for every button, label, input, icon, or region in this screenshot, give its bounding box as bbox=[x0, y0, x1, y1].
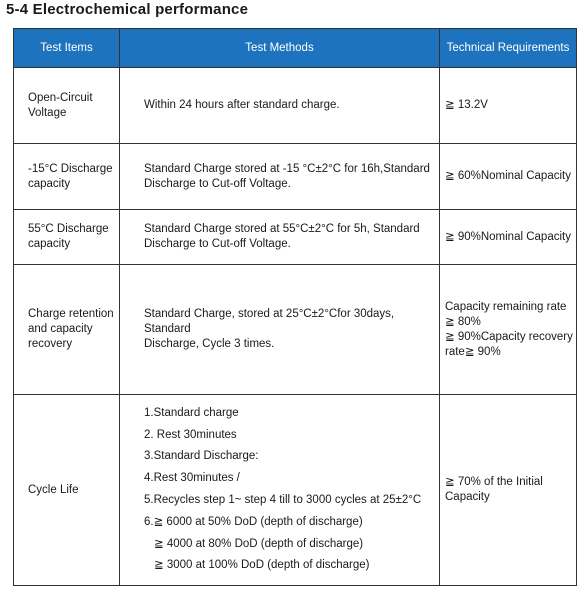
test-method-text: Standard Charge, stored at 25°C±2°Cfor 30days, Standard bbox=[144, 308, 395, 335]
test-method-text: Standard Charge stored at 55°C±2°C for 5h, Standard bbox=[144, 223, 420, 235]
test-item-text: Cycle Life bbox=[28, 483, 79, 496]
section-title: 5-4 Electrochemical performance bbox=[6, 1, 249, 18]
test-method-cell bbox=[120, 265, 440, 395]
requirement-text: ≧ 13.2V bbox=[445, 99, 488, 111]
table-header-row bbox=[14, 29, 577, 68]
cycle-step: 1.Standard charge bbox=[144, 406, 239, 419]
test-method-cell bbox=[120, 210, 440, 265]
header-test-methods: Test Methods bbox=[120, 29, 440, 68]
test-item-text: Voltage bbox=[28, 106, 67, 119]
test-method-text: Standard Charge stored at -15 °C±2°C for 16h,Standard bbox=[144, 162, 430, 175]
requirement-cell bbox=[440, 265, 577, 395]
requirement-cell bbox=[440, 395, 577, 586]
table-row bbox=[14, 68, 577, 144]
test-item-text: capacity bbox=[28, 177, 71, 190]
requirement-cell bbox=[440, 210, 577, 265]
test-item-text: capacity bbox=[28, 238, 71, 250]
requirement-text: ≧ 90%Nominal Capacity bbox=[445, 230, 571, 243]
test-item-cell bbox=[14, 68, 120, 144]
test-item-text: -15°C Discharge bbox=[28, 162, 113, 175]
test-item-cell bbox=[14, 395, 120, 586]
requirement-text: ≧ 60%Nominal Capacity bbox=[445, 170, 571, 182]
requirement-text: ≧ 90%Capacity recovery bbox=[445, 330, 573, 343]
test-item-cell bbox=[14, 210, 120, 265]
cycle-step: 6.≧ 6000 at 50% DoD (depth of discharge) bbox=[144, 515, 363, 528]
test-item-text: 55°C Discharge bbox=[28, 223, 109, 235]
header-test-items: Test Items bbox=[14, 29, 120, 68]
requirement-text: ≧ 80% bbox=[445, 315, 481, 328]
test-method-cell bbox=[120, 144, 440, 210]
test-method-text: Discharge to Cut-off Voltage. bbox=[144, 238, 291, 250]
cycle-step: ≧ 3000 at 100% DoD (depth of discharge) bbox=[154, 559, 370, 572]
requirement-text: Capacity remaining rate bbox=[445, 300, 567, 313]
test-method-cell bbox=[120, 395, 440, 586]
requirement-text: ≧ 70% of the Initial bbox=[445, 476, 543, 488]
cycle-step: 4.Rest 30minutes / bbox=[144, 472, 240, 485]
table-row bbox=[14, 144, 577, 210]
requirement-cell bbox=[440, 68, 577, 144]
test-item-cell bbox=[14, 265, 120, 395]
test-item-text: and capacity bbox=[28, 323, 93, 335]
requirement-text: Capacity bbox=[445, 491, 490, 503]
electrochemical-performance-table bbox=[13, 28, 577, 586]
test-item-text: Charge retention bbox=[28, 308, 114, 320]
cycle-step: 3.Standard Discharge: bbox=[144, 450, 259, 463]
requirement-text: rate≧ 90% bbox=[445, 345, 501, 358]
test-method-text: Within 24 hours after standard charge. bbox=[144, 99, 340, 111]
header-technical-requirements: Technical Requirements bbox=[440, 29, 577, 68]
cycle-step: 2. Rest 30minutes bbox=[144, 428, 237, 441]
table-row bbox=[14, 395, 577, 586]
table-row bbox=[14, 210, 577, 265]
cycle-step: ≧ 4000 at 80% DoD (depth of discharge) bbox=[154, 537, 364, 550]
test-item-text: recovery bbox=[28, 338, 73, 350]
test-method-text: Discharge, Cycle 3 times. bbox=[144, 338, 275, 350]
requirement-cell bbox=[440, 144, 577, 210]
test-item-cell bbox=[14, 144, 120, 210]
test-method-cell bbox=[120, 68, 440, 144]
test-method-text: Discharge to Cut-off Voltage. bbox=[144, 177, 291, 190]
table-row bbox=[14, 265, 577, 395]
test-item-text: Open-Circuit bbox=[28, 91, 93, 104]
cycle-step: 5.Recycles step 1~ step 4 till to 3000 cycles at 25±2°C bbox=[144, 494, 422, 506]
